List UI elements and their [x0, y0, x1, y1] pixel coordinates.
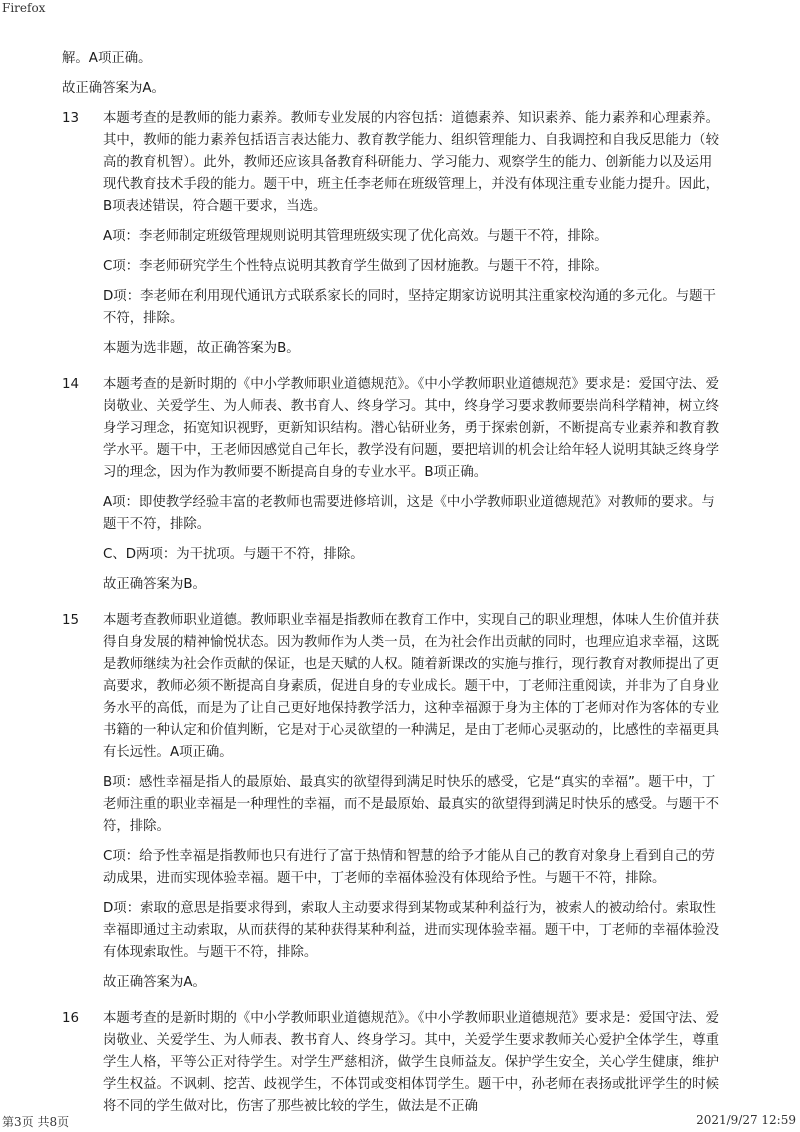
question-number: 13: [62, 111, 80, 126]
question-explanation: [103, 1008, 722, 1126]
question-number: 14: [62, 377, 80, 392]
explanation-paragraph: D项：索取的意思是指要求得到，索取人主动要求得到某物或某种利益行为，被索人的被动给付。索取性幸福即通过主动索取，从而获得的某种获得某种利益，进而实现体验幸福。题干中，丁老师的幸福体验没有体现索取性。与题干不符，排除。: [103, 901, 719, 960]
explanation-paragraph: 本题考查的是教师的能力素养。教师专业发展的内容包括：道德素养、知识素养、能力素养和心理素养。其中，教师的能力素养包括语言表达能力、教育教学能力、组织管理能力、自我调控和自我反思能力（较高的教育机智）。此外，教师还应该具备教育科研能力、学习能力、观察学生的能力、创新能力以及运用现代教育技术手段的能力。题干中，班主任李老师在班级管理上，并没有体现注重专业能力提升。因此，B项表述错误，符合题干要求，当选。: [103, 111, 719, 214]
page-number: 第3页 共8页: [2, 1115, 70, 1129]
explanation-paragraph: 本题为选非题，故正确答案为B。: [103, 341, 300, 356]
question-number: 16: [62, 1011, 80, 1026]
question-explanation: [103, 108, 722, 368]
question-number: 15: [62, 613, 80, 628]
answer-conclusion: 故正确答案为A。: [62, 81, 165, 96]
print-timestamp: 2021/9/27 12:59: [696, 1113, 796, 1127]
explanation-paragraph: 故正确答案为A。: [103, 975, 206, 990]
answer-fragment: 解。A项正确。: [62, 51, 152, 66]
explanation-paragraph: 本题考查的是新时期的《中小学教师职业道德规范》。《中小学教师职业道德规范》要求是：爱国守法、爱岗敬业、关爱学生、为人师表、教书育人、终身学习。其中，终身学习要求教师要崇尚科学精神，树立终身学习理念，拓宽知识视野，更新知识结构。潜心钻研业务，勇于探索创新，不断提高专业素养和教育教学水平。题干中，王老师因感觉自己年长，教学没有问题，要把培训的机会让给年轻人说明其缺乏终身学习的理念，因为作为教师要不断提高自身的专业水平。B项正确。: [103, 377, 719, 480]
question-item: [62, 374, 722, 604]
explanation-paragraph: C、D两项：为干扰项。与题干不符，排除。: [103, 547, 364, 562]
explanation-paragraph: A项：即使教学经验丰富的老教师也需要进修培训，这是《中小学教师职业道德规范》对教师的要求。与题干不符，排除。: [103, 495, 715, 532]
explanation-paragraph: 故正确答案为B。: [103, 577, 206, 592]
question-explanation: [103, 374, 722, 604]
document-content: [62, 48, 722, 1126]
question-item: [62, 108, 722, 368]
browser-title: Firefox: [2, 1, 46, 15]
explanation-paragraph: 本题考查教师职业道德。教师职业幸福是指教师在教育工作中，实现自己的职业理想，体味人生价值并获得自身发展的精神愉悦状态。因为教师作为人类一员，在为社会作出贡献的同时，也理应追求幸福，这既是教师继续为社会作贡献的保证，也是天赋的人权。随着新课改的实施与推行，现行教育对教师提出了更高要求，教师必须不断提高自身素质，促进自身的专业成长。题干中，丁老师注重阅读，并非为了自身业务水平的高低，而是为了让自己更好地保持教学活力，这种幸福源于身为主体的丁老师对作为客体的专业书籍的一种认定和价值判断，它是对于心灵欲望的一种满足，是由丁老师心灵驱动的，比感性的幸福更具有长远性。A项正确。: [103, 613, 719, 760]
explanation-paragraph: B项：感性幸福是指人的最原始、最真实的欲望得到满足时快乐的感受，它是“真实的幸福”。题干中，丁老师注重的职业幸福是一种理性的幸福，而不是最原始、最真实的欲望得到满足时快乐的感受。与题干不符，排除。: [103, 775, 719, 834]
question-list: [62, 108, 722, 1126]
question-item: [62, 1008, 722, 1126]
explanation-paragraph: 本题考查的是新时期的《中小学教师职业道德规范》。《中小学教师职业道德规范》要求是：爱国守法、爱岗敬业、关爱学生、为人师表、教书育人、终身学习。其中，关爱学生要求教师关心爱护全体学生，尊重学生人格，平等公正对待学生。对学生严慈相济，做学生良师益友。保护学生安全，关心学生健康，维护学生权益。不讽刺、挖苦、歧视学生，不体罚或变相体罚学生。题干中，孙老师在表扬或批评学生的时候将不同的学生做对比，伤害了那些被比较的学生，做法是不正确: [103, 1011, 719, 1114]
explanation-paragraph: C项：李老师研究学生个性特点说明其教育学生做到了因材施教。与题干不符，排除。: [103, 259, 608, 274]
question-item: [62, 610, 722, 1002]
explanation-paragraph: A项：李老师制定班级管理规则说明其管理班级实现了优化高效。与题干不符，排除。: [103, 229, 608, 244]
explanation-paragraph: C项：给予性幸福是指教师也只有进行了富于热情和智慧的给予才能从自己的教育对象身上看到自己的劳动成果，进而实现体验幸福。题干中，丁老师的幸福体验没有体现给予性。与题干不符，排除。: [103, 849, 715, 886]
question-explanation: [103, 610, 722, 1002]
explanation-paragraph: D项：李老师在利用现代通讯方式联系家长的同时，坚持定期家访说明其注重家校沟通的多元化。与题干不符，排除。: [103, 289, 716, 326]
